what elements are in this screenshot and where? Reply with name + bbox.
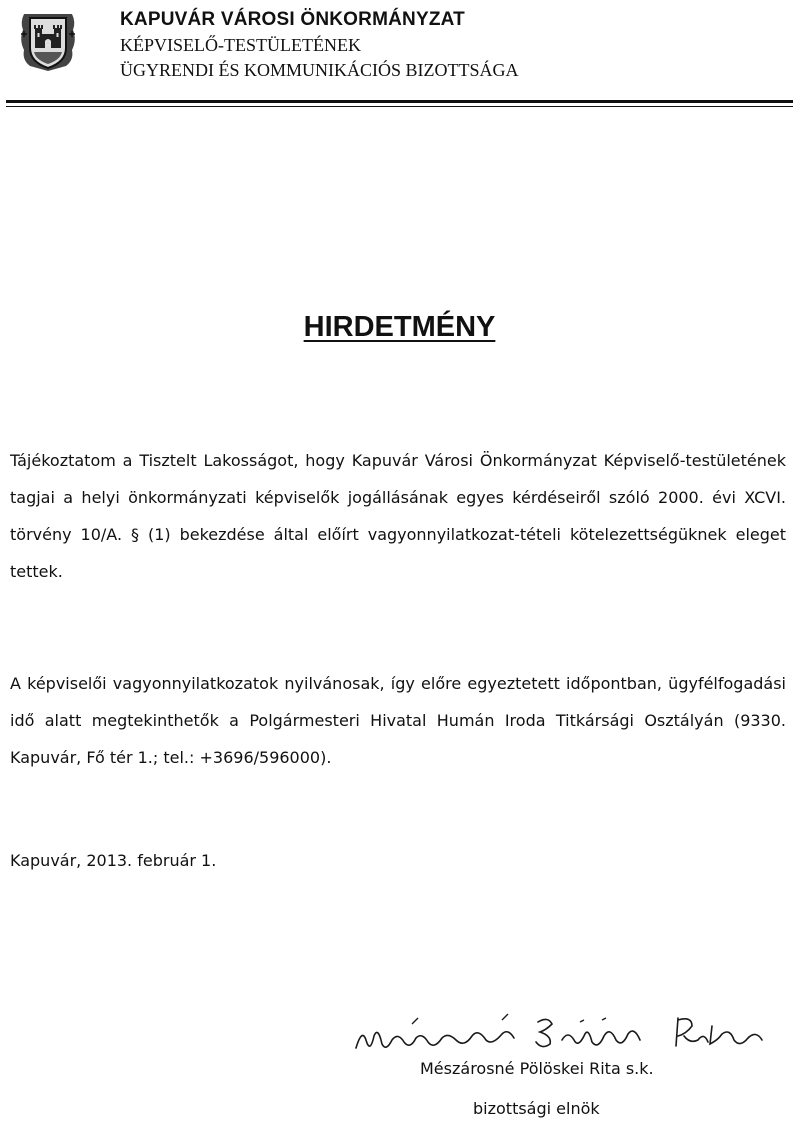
header-divider-thin bbox=[6, 106, 793, 107]
document-title-text: HIRDETMÉNY bbox=[303, 311, 496, 343]
body-paragraph-2: A képviselői vagyonnyilatkozatok nyilvánosak, így előre egyeztetett időpontban, ügyfélfogadási idő alatt megtekinthetők a Polgármesteri Hivatal Humán Iroda Titkársági Osztályán (9330. Kapuvár, Fő tér 1.; tel.: +3696/596000). bbox=[10, 674, 786, 767]
document-title bbox=[0, 311, 799, 344]
committee-name: ÜGYRENDI ÉS KOMMUNIKÁCIÓS BIZOTTSÁGA bbox=[120, 60, 519, 80]
coat-of-arms-icon bbox=[18, 10, 78, 72]
letterhead bbox=[0, 0, 799, 110]
org-name: KAPUVÁR VÁROSI ÖNKORMÁNYZAT bbox=[120, 9, 465, 30]
handwritten-signature bbox=[352, 1010, 772, 1060]
place-and-date: Kapuvár, 2013. február 1. bbox=[10, 851, 217, 870]
body-paragraph-1: Tájékoztatom a Tisztelt Lakosságot, hogy Kapuvár Városi Önkormányzat Képviselő-testületének tagjai a helyi önkormányzati képviselők jogállásának egyes kérdéseiről szóló 2000. évi XCVI. törvény 10/A. § (1) bekezdése által előírt vagyonnyilatkozat-tételi kötelezettségüknek eleget tettek. bbox=[10, 451, 786, 581]
header-divider-thick bbox=[6, 100, 793, 103]
org-body-name: KÉPVISELŐ-TESTÜLETÉNEK bbox=[120, 35, 361, 55]
signer-name: Mészárosné Pölöskei Rita s.k. bbox=[420, 1059, 654, 1078]
signer-title: bizottsági elnök bbox=[473, 1099, 600, 1118]
